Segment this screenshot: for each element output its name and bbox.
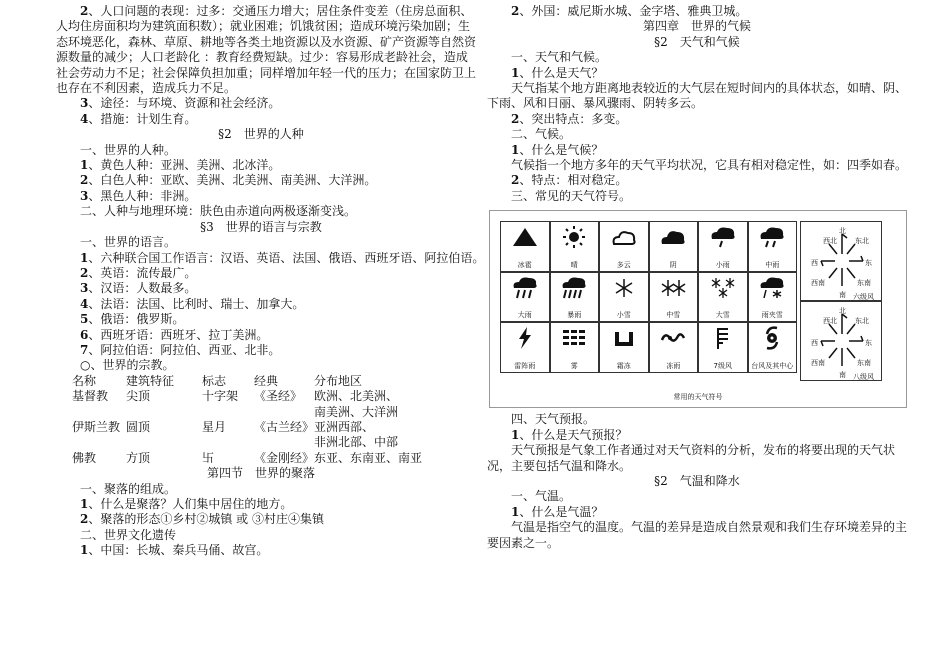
- text-line: [487, 143, 907, 158]
- weather-symbol-cell: [550, 322, 600, 373]
- text-line: [56, 528, 466, 543]
- item-number: 1: [511, 65, 520, 80]
- line-text: 、英语：流传最广。: [88, 265, 197, 280]
- text-line: [56, 143, 466, 158]
- line-text: 、途径：与环境、资源和社会经济。: [88, 96, 281, 111]
- item-number: 6: [80, 327, 89, 342]
- wind-direction-label: 西南: [811, 359, 825, 368]
- wind-direction-label: 北: [839, 307, 846, 316]
- weather-symbol-icon: [551, 225, 599, 249]
- right-column: [487, 4, 907, 551]
- section-heading: [56, 466, 466, 481]
- weather-symbol-label: 中雨: [765, 260, 780, 269]
- weather-symbol-cell: [649, 221, 699, 272]
- line-text: 社会劳动力不足；社会保障负担加重；同样增加年轻一代的压力；在国家防卫上: [56, 65, 477, 80]
- table-cell: 基督教: [72, 389, 109, 404]
- wind-direction-label: 西南: [811, 279, 825, 288]
- text-line: [487, 158, 907, 173]
- item-number: 3: [80, 188, 89, 203]
- text-line: [56, 266, 466, 281]
- wind-direction-label: 南: [839, 291, 846, 300]
- line-text: 、六种联合国工作语言：汉语、英语、法国、俄语、西班牙语、阿拉伯语。: [88, 250, 485, 265]
- weather-symbol-icon: [501, 326, 549, 350]
- table-cell: 标志: [202, 373, 227, 388]
- item-number: 2: [511, 111, 520, 126]
- line-text: 态环境恶化，森林、草原、耕地等各类土地资源以及水资源、矿产资源等自然资: [56, 34, 477, 49]
- weather-symbol-label: 中雪: [666, 311, 681, 320]
- line-text: 、中国：长城、秦兵马俑、故宫。: [88, 543, 269, 558]
- table-cell: 《金刚经》: [254, 450, 315, 465]
- table-cell: 方顶: [126, 450, 151, 465]
- text-line: [56, 497, 466, 512]
- text-line: [56, 281, 466, 296]
- text-line: [56, 173, 466, 188]
- line-text: ○、世界的宗教。: [80, 358, 175, 373]
- weather-symbol-cell: [698, 272, 748, 323]
- weather-symbol-cell: [599, 322, 649, 373]
- text-line: [56, 34, 477, 50]
- line-text: 、人口问题的表现：过多：交通压力增大；居住条件变差（住房总面积、: [88, 4, 473, 18]
- text-line: [487, 112, 907, 127]
- wind-direction-label: 北: [839, 227, 846, 236]
- table-cell: 尖顶: [126, 389, 151, 404]
- table-row: [56, 405, 466, 420]
- weather-symbol-icon: [749, 225, 797, 249]
- text-line: [56, 112, 466, 127]
- line-text: §2 气温和降水: [654, 473, 740, 488]
- line-text: 源数量的减少；人口老龄化 ：教育经费短缺。过少：容易形成老龄社会，造成: [56, 50, 468, 65]
- weather-symbol-icon: [551, 276, 599, 300]
- table-header-row: [56, 374, 466, 389]
- wind-direction-label: 东: [865, 259, 872, 268]
- weather-symbol-grid: [500, 221, 895, 391]
- text-line: [487, 96, 907, 111]
- line-text: 气候指一个地方多年的天气平均状况，它具有相对稳定性，如：四季如春。: [511, 158, 908, 173]
- table-cell: 欧洲、北美洲、: [314, 389, 399, 404]
- line-text: 、汉语：人数最多。: [88, 281, 197, 296]
- table-cell: 佛教: [72, 450, 97, 465]
- weather-symbol-cell: [550, 272, 600, 323]
- table-cell: 经典: [254, 373, 279, 388]
- table-cell: 东亚、东南亚、南亚: [314, 450, 423, 465]
- text-line: [56, 358, 466, 373]
- weather-symbol-cell: [500, 322, 550, 373]
- text-line: [56, 96, 466, 111]
- line-text: 、西班牙语：西班牙、拉丁美洲。: [88, 327, 269, 342]
- text-line: [487, 4, 907, 19]
- line-text: 、黄色人种：亚洲、美洲、北冰洋。: [88, 158, 281, 173]
- table-cell: 名称: [72, 373, 97, 388]
- line-text: 况，主要包括气温和降水。: [487, 458, 632, 473]
- item-number: 1: [80, 543, 89, 558]
- religion-table: [56, 374, 466, 466]
- left-text-block: [56, 4, 485, 374]
- line-text: 也存在不利因素，造成兵力不足。: [56, 81, 237, 96]
- section-heading: [487, 474, 907, 489]
- line-text: §3 世界的语言与宗教: [200, 219, 322, 234]
- line-text: 第四节 世界的聚落: [206, 466, 315, 481]
- item-number: 1: [511, 504, 520, 519]
- text-line: [56, 328, 466, 343]
- text-line: [487, 412, 907, 427]
- text-line: [56, 250, 485, 266]
- left-column: [56, 4, 485, 559]
- text-line: [56, 189, 466, 204]
- weather-symbol-cell: [649, 272, 699, 323]
- table-cell: 伊斯兰教: [72, 419, 121, 434]
- weather-symbol-label: 霜冻: [616, 361, 631, 370]
- text-line: [487, 189, 907, 204]
- text-line: [56, 81, 466, 96]
- text-line: [56, 235, 466, 250]
- line-text: 二、世界文化遗传: [80, 527, 177, 542]
- line-text: 一、天气和气候。: [511, 50, 608, 65]
- weather-symbol-cell: [698, 322, 748, 373]
- weather-symbol-icon: [551, 326, 599, 350]
- weather-symbol-cell: [649, 322, 699, 373]
- item-number: 2: [511, 4, 520, 18]
- text-line: [56, 312, 466, 327]
- line-text: 一、气温。: [511, 489, 572, 504]
- weather-symbol-icon: [699, 326, 747, 350]
- line-text: 三、常见的天气符号。: [511, 188, 632, 203]
- text-line: [56, 19, 471, 34]
- text-line: [487, 443, 907, 458]
- weather-symbol-label: 小雨: [715, 260, 730, 269]
- wind-direction-label: 东南: [857, 359, 871, 368]
- text-line: [56, 50, 466, 65]
- right-text-block-forecast: [487, 412, 907, 551]
- table-cell: 卐: [202, 450, 215, 465]
- item-number: 1: [80, 158, 89, 173]
- weather-symbol-label: 阴: [669, 260, 677, 269]
- item-number: 4: [80, 296, 89, 311]
- text-line: [56, 204, 466, 219]
- weather-symbol-icon: [650, 326, 698, 350]
- text-line: [56, 512, 466, 527]
- weather-symbol-icon: [501, 276, 549, 300]
- item-number: 5: [80, 312, 89, 327]
- weather-symbol-cell: [599, 272, 649, 323]
- weather-symbol-icon: [600, 225, 648, 249]
- wind-direction-label: 南: [839, 371, 846, 380]
- line-text: 、什么是天气预报？: [519, 427, 628, 442]
- item-number: 2: [80, 4, 89, 18]
- line-text: 天气指某个地方距离地表较近的大气层在短时间内的具体状态，如晴、阴、: [511, 81, 908, 96]
- weather-symbol-cell: [698, 221, 748, 272]
- left-text-block-settlements: [56, 466, 466, 558]
- wind-direction-label: 东南: [857, 279, 871, 288]
- weather-symbol-cell: [748, 221, 798, 272]
- line-text: §2 世界的人种: [218, 127, 304, 142]
- text-line: [487, 66, 907, 81]
- item-number: 4: [80, 111, 89, 126]
- table-cell: 十字架: [202, 389, 239, 404]
- line-text: 一、聚落的组成。: [80, 481, 177, 496]
- item-number: 7: [80, 342, 89, 357]
- text-line: [487, 173, 907, 188]
- text-line: [487, 428, 907, 443]
- item-number: 2: [511, 173, 520, 188]
- wind-direction-label: 东: [865, 339, 872, 348]
- section-heading: [56, 220, 466, 235]
- wind-rose-eight: [800, 301, 882, 381]
- wind-direction-label: 东北: [855, 237, 869, 246]
- line-text: 一、世界的语言。: [80, 235, 177, 250]
- text-line: [487, 81, 907, 96]
- weather-symbol-label: 雾: [570, 361, 578, 370]
- item-number: 1: [511, 427, 520, 442]
- text-line: [487, 127, 907, 142]
- table-row: [56, 435, 466, 450]
- line-text: 、措施：计划生育。: [88, 111, 197, 126]
- line-text: 下雨、风和日丽、暴风骤雨、阴转多云。: [487, 96, 704, 111]
- weather-symbol-label: 暴雨: [567, 311, 582, 320]
- table-cell: 分布地区: [314, 373, 363, 388]
- text-line: [56, 4, 473, 19]
- text-line: [56, 482, 466, 497]
- line-text: §2 天气和气候: [654, 34, 740, 49]
- weather-symbol-icon: [600, 276, 648, 300]
- table-cell: 《古兰经》: [254, 419, 315, 434]
- line-text: 、什么是天气？: [519, 65, 604, 80]
- section-heading: [56, 127, 466, 142]
- table-cell: 星月: [202, 419, 227, 434]
- weather-symbol-label: 冻雨: [666, 361, 681, 370]
- wind-rose-six: [800, 221, 882, 301]
- line-text: 、法语：法国、比利时、瑞士、加拿大。: [88, 296, 305, 311]
- line-text: 、什么是聚落？人们集中居住的地方。: [88, 496, 293, 511]
- item-number: 1: [80, 250, 89, 265]
- table-cell: 圆顶: [126, 419, 151, 434]
- item-number: 1: [511, 142, 520, 157]
- table-row: [56, 420, 466, 435]
- weather-symbol-label: 小雪: [616, 311, 631, 320]
- line-text: 、聚落的形态①乡村②城镇 或 ③村庄④集镇: [88, 512, 324, 527]
- section-heading: [487, 35, 907, 50]
- line-text: 、俄语：俄罗斯。: [88, 312, 185, 327]
- item-number: 3: [80, 96, 89, 111]
- text-line: [487, 489, 907, 504]
- text-line: [56, 158, 466, 173]
- weather-symbol-label: 大雨: [517, 311, 532, 320]
- line-text: 、什么是气温？: [519, 504, 604, 519]
- wind-direction-label: 西北: [823, 317, 837, 326]
- weather-symbol-icon: [749, 326, 797, 350]
- weather-symbol-label: 冰雹: [517, 260, 532, 269]
- line-text: 天气预报是气象工作者通过对天气资料的分析，发布的将要出现的天气状: [511, 443, 896, 458]
- text-line: [487, 520, 907, 535]
- line-text: 、突出特点：多变。: [519, 111, 628, 126]
- wind-direction-label: 八级风: [853, 373, 874, 382]
- text-line: [487, 536, 907, 551]
- weather-symbol-icon: [650, 225, 698, 249]
- line-text: 、白色人种：亚欧、美洲、北美洲、南美洲、大洋洲。: [88, 173, 377, 188]
- line-text: 、外国：威尼斯水城、金字塔、雅典卫城。: [519, 4, 748, 18]
- weather-symbol-label: 雨夹雪: [761, 311, 783, 320]
- weather-symbol-label: 大雪: [715, 311, 730, 320]
- weather-symbol-icon: [699, 225, 747, 249]
- item-number: 1: [80, 496, 89, 511]
- weather-symbol-cell: [748, 272, 798, 323]
- line-text: 人均住房面积均为建筑面积数）；就业困难；饥饿贫困；造成环境污染加剧；生: [56, 19, 471, 34]
- weather-symbol-label: 晴: [570, 260, 578, 269]
- weather-symbol-cell: [500, 272, 550, 323]
- weather-symbol-label: 多云: [616, 260, 631, 269]
- section-heading: [487, 19, 907, 34]
- wind-direction-label: 东北: [855, 317, 869, 326]
- line-text: 、特点：相对稳定。: [519, 173, 628, 188]
- line-text: 第四章 世界的气候: [642, 19, 751, 34]
- wind-direction-label: 六级风: [853, 293, 874, 302]
- line-text: 一、世界的人种。: [80, 142, 177, 157]
- line-text: 二、人种与地理环境：肤色由赤道向两极逐渐变浅。: [80, 204, 357, 219]
- wind-direction-label: 西: [811, 259, 818, 268]
- wind-direction-label: 西: [811, 339, 818, 348]
- weather-symbol-label: 雷阵雨: [514, 361, 536, 370]
- weather-symbol-icon: [501, 225, 549, 249]
- line-text: 、黑色人种：非洲。: [88, 188, 197, 203]
- text-line: [56, 343, 466, 358]
- weather-symbol-icon: [650, 276, 698, 300]
- text-line: [487, 50, 907, 65]
- item-number: 2: [80, 265, 89, 280]
- table-cell: 亚洲西部、: [314, 419, 375, 434]
- weather-symbols-figure: [489, 210, 907, 408]
- line-text: 气温是指空气的温度。气温的差异是造成自然景观和我们生存环境差异的主: [511, 520, 908, 535]
- wind-direction-label: 西北: [823, 237, 837, 246]
- weather-symbol-label: 台风及其中心: [751, 361, 794, 370]
- line-text: 要因素之一。: [487, 535, 560, 550]
- line-text: 、阿拉伯语：阿拉伯、西亚、北非。: [88, 342, 281, 357]
- weather-symbol-icon: [600, 326, 648, 350]
- weather-symbol-icon: [749, 276, 797, 300]
- right-text-block: [487, 4, 907, 204]
- weather-symbol-cell: [550, 221, 600, 272]
- weather-symbol-cell: [500, 221, 550, 272]
- weather-symbol-icon: [699, 276, 747, 300]
- weather-symbol-cell: [748, 322, 798, 373]
- line-text: 四、天气预报。: [511, 412, 596, 427]
- item-number: 2: [80, 512, 89, 527]
- item-number: 2: [80, 173, 89, 188]
- table-cell: 南美洲、大洋洲: [314, 404, 399, 419]
- table-cell: 非洲北部、中部: [314, 435, 399, 450]
- text-line: [487, 459, 907, 474]
- table-cell: 《圣经》: [254, 389, 303, 404]
- line-text: 二、气候。: [511, 127, 572, 142]
- figure-caption: 常用的天气符号: [673, 392, 723, 401]
- text-line: [487, 505, 907, 520]
- weather-symbol-label: 7级风: [713, 361, 732, 370]
- weather-symbol-cell: [599, 221, 649, 272]
- text-line: [56, 297, 466, 312]
- item-number: 3: [80, 281, 89, 296]
- text-line: [56, 65, 477, 81]
- text-line: [56, 543, 466, 558]
- table-cell: 建筑特征: [126, 373, 175, 388]
- table-row: [56, 389, 466, 404]
- line-text: 、什么是气候？: [519, 142, 604, 157]
- table-row: [56, 451, 466, 466]
